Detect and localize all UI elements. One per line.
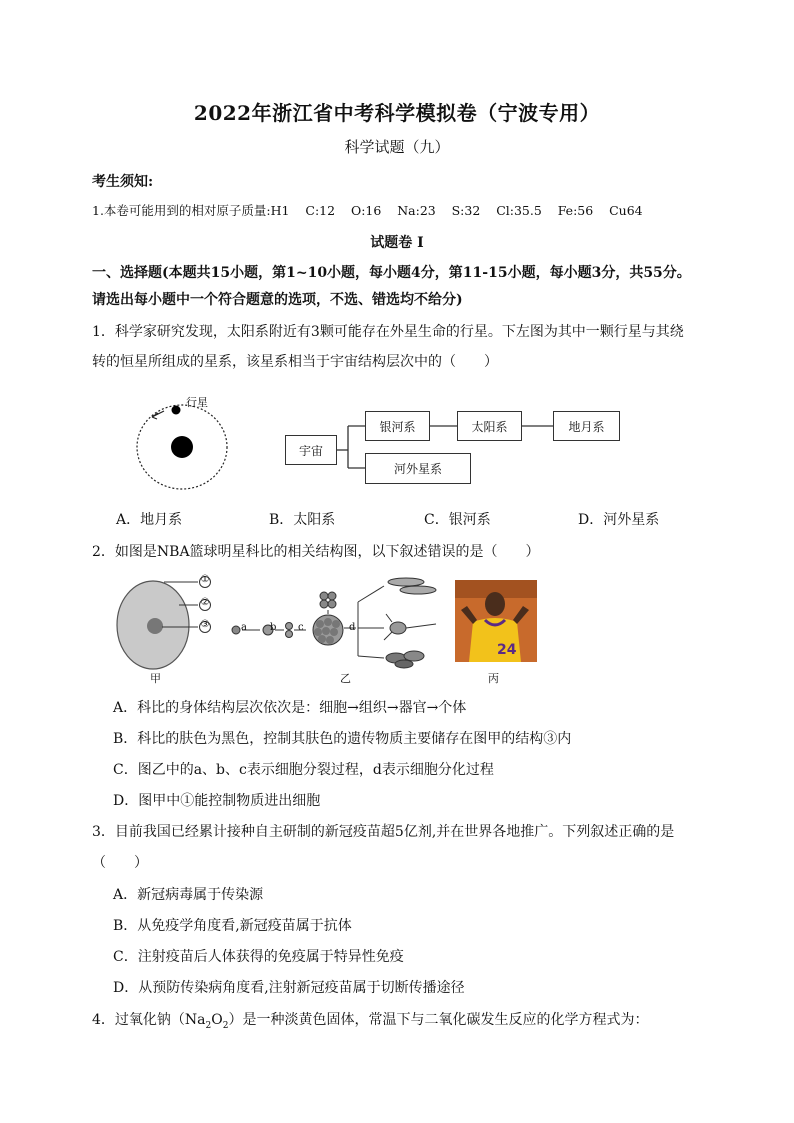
cell-division-diagram-yi (226, 574, 448, 674)
page-subtitle: 科学试题（九） (344, 138, 450, 156)
step-a: a (241, 622, 247, 633)
q2-stem: 2．如图是NBA篮球明星科比的相关结构图，以下叙述错误的是（ ） (92, 544, 540, 560)
q1-stem-2: 转的恒星所组成的星系，该星系相当于宇宙结构层次中的（ ） (92, 354, 498, 370)
step-b: b (270, 622, 277, 633)
q4-stem: 4．过氧化钠$(Na_2O_2)$是一种淡黄色固体，常温下与二氧化碳发生反应的化学方程式为： (92, 1012, 649, 1031)
central-star (171, 436, 193, 458)
q3-stem-2: （ ） (92, 855, 148, 871)
differentiated-cells (384, 578, 436, 668)
q1-stem-1: 1．科学家研究发现，太阳系附近有3颗可能存在外星生命的行星。下左图为其中一颗行星与其绕 (92, 324, 684, 340)
node-earth-moon: 地月系 (553, 411, 620, 441)
q1-option-d: D．河外星系 (578, 512, 660, 528)
q2-option-d: D．图甲中①能控制物质进出细胞 (113, 793, 321, 809)
step-d: d (349, 622, 356, 633)
q3-option-b: B．从免疫学角度看,新冠疫苗属于抗体 (113, 918, 352, 934)
q1-option-c: C．银河系 (424, 512, 491, 528)
q2-option-a: A．科比的身体结构层次依次是：细胞→组织→器官→个体 (113, 700, 467, 716)
step-c: c (298, 622, 304, 633)
marker-2: ② (200, 597, 210, 608)
planet-dot (172, 406, 181, 415)
q3-stem-1: 3．目前我国已经累计接种自主研制的新冠疫苗超5亿剂,并在世界各地推广。下列叙述正确的是 (92, 824, 675, 840)
cell-nucleus (147, 618, 163, 634)
marker-1: ① (200, 574, 210, 585)
q2-option-c: C．图乙中的a、b、c表示细胞分裂过程，d表示细胞分化过程 (113, 762, 494, 778)
q3-option-c: C．注射疫苗后人体获得的免疫属于特异性免疫 (113, 949, 404, 965)
node-extragalactic: 河外星系 (365, 453, 471, 484)
label-yi: 乙 (340, 672, 351, 685)
section-label: 试题卷 Ⅰ (370, 235, 424, 251)
cell-cluster (313, 592, 343, 645)
section-instructions-1: 一、选择题(本题共15小题，第1~10小题，每小题4分，第11-15小题，每小题3分，共55分。 (92, 265, 691, 281)
jersey-number: 24 (497, 642, 517, 658)
node-milky-way: 银河系 (365, 411, 430, 441)
q1-option-b: B．太阳系 (269, 512, 336, 528)
q2-option-b: B．科比的肤色为黑色，控制其肤色的遗传物质主要储存在图甲的结构③内 (113, 731, 572, 747)
planet-label: 行星 (186, 396, 208, 409)
label-jia: 甲 (150, 672, 161, 685)
node-universe: 宇宙 (285, 435, 337, 465)
atomic-masses: 1.本卷可能用到的相对原子质量:H1 C:12 O:16 Na:23 S:32 Cl:35.5 Fe:56 Cu64 (92, 203, 643, 218)
node-solar-system: 太阳系 (457, 411, 522, 441)
player-photo (455, 580, 537, 662)
notice-heading: 考生须知: (92, 174, 154, 190)
page-title: 2022年浙江省中考科学模拟卷（宁波专用） (193, 101, 601, 125)
marker-3: ③ (200, 619, 210, 630)
label-bing: 丙 (488, 672, 499, 685)
q3-option-a: A．新冠病毒属于传染源 (113, 887, 264, 903)
section-instructions-2: 请选出每小题中一个符合题意的选项，不选、错选均不给分) (92, 292, 463, 308)
q3-option-d: D．从预防传染病角度看,注射新冠疫苗属于切断传播途径 (113, 980, 465, 996)
q1-option-a: A．地月系 (116, 512, 183, 528)
star-system-diagram (130, 387, 240, 497)
